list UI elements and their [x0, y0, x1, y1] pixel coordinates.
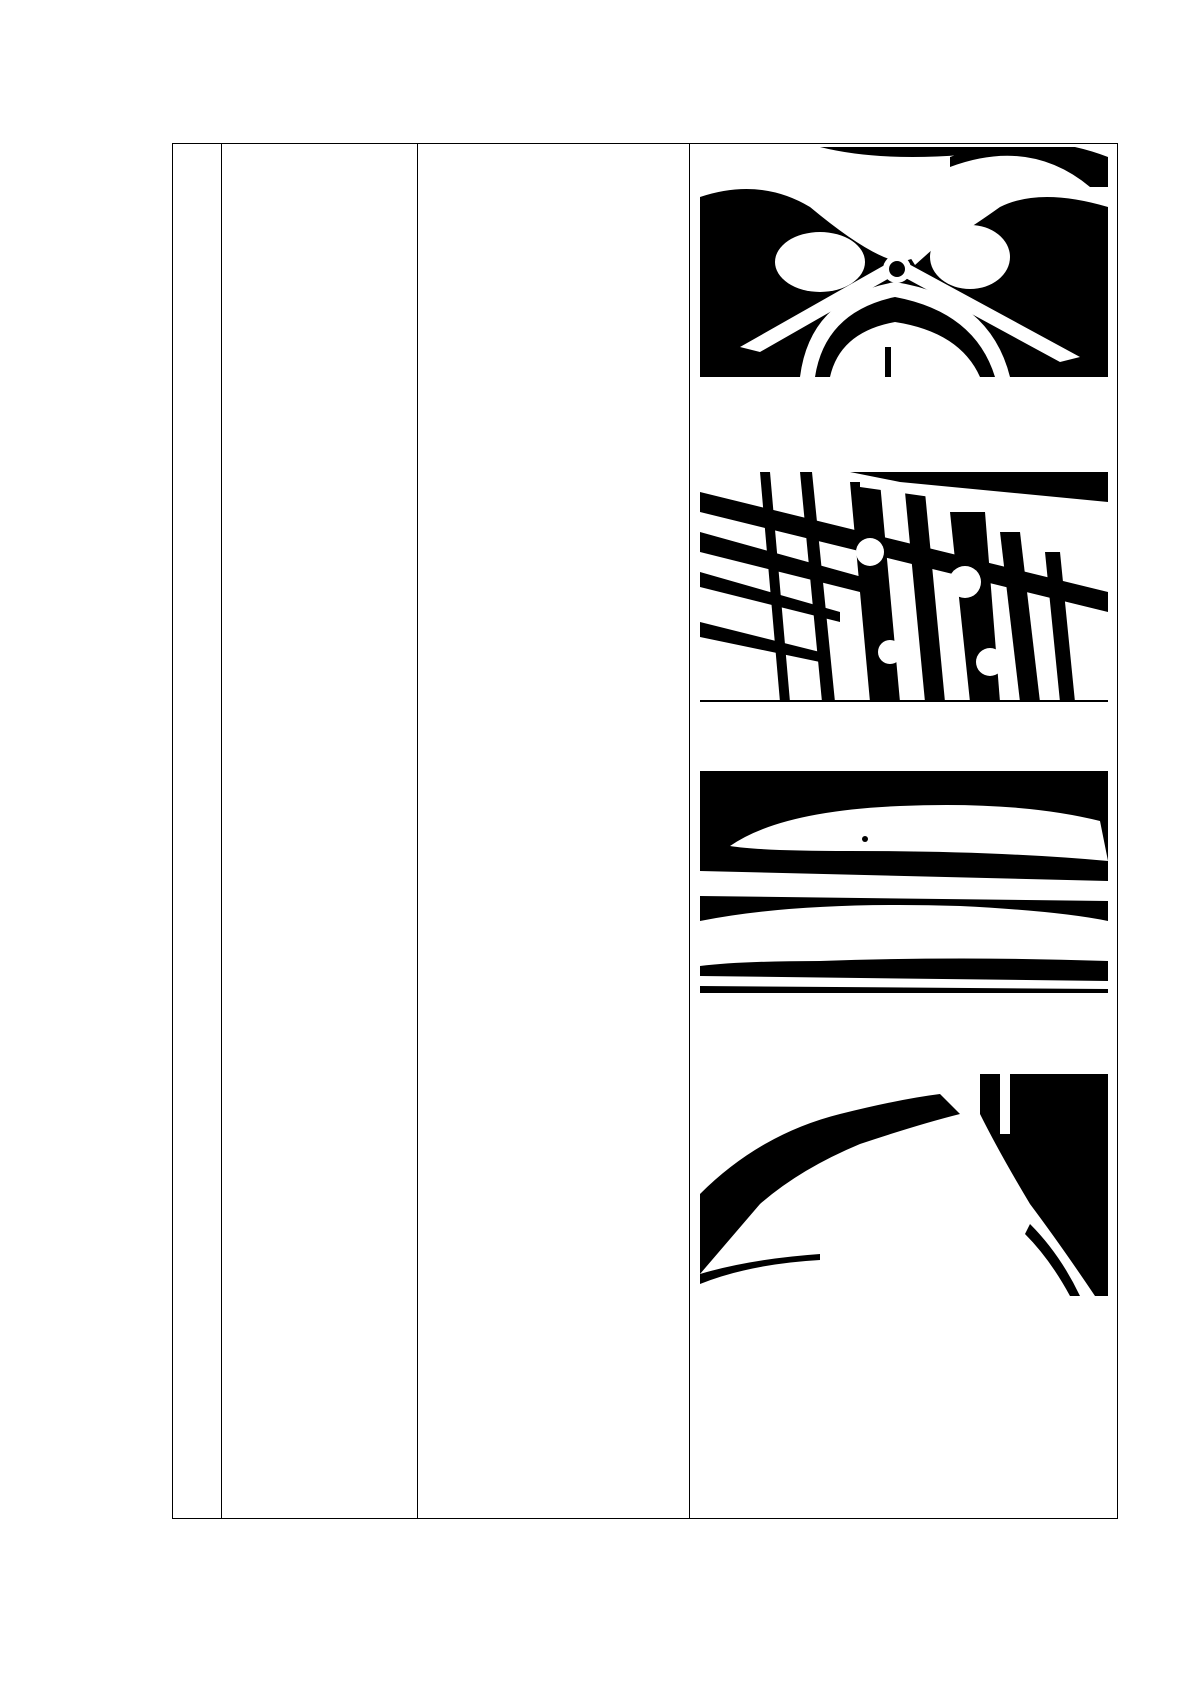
column-divider-2	[417, 144, 418, 1518]
column-divider-1	[221, 144, 222, 1518]
photo-marble-steps	[700, 771, 1108, 1001]
column-divider-3	[689, 144, 690, 1518]
photo-staircase-railing	[700, 472, 1108, 702]
photo-ceiling-rosette	[700, 147, 1108, 377]
photo-landing-floor	[700, 1074, 1108, 1296]
